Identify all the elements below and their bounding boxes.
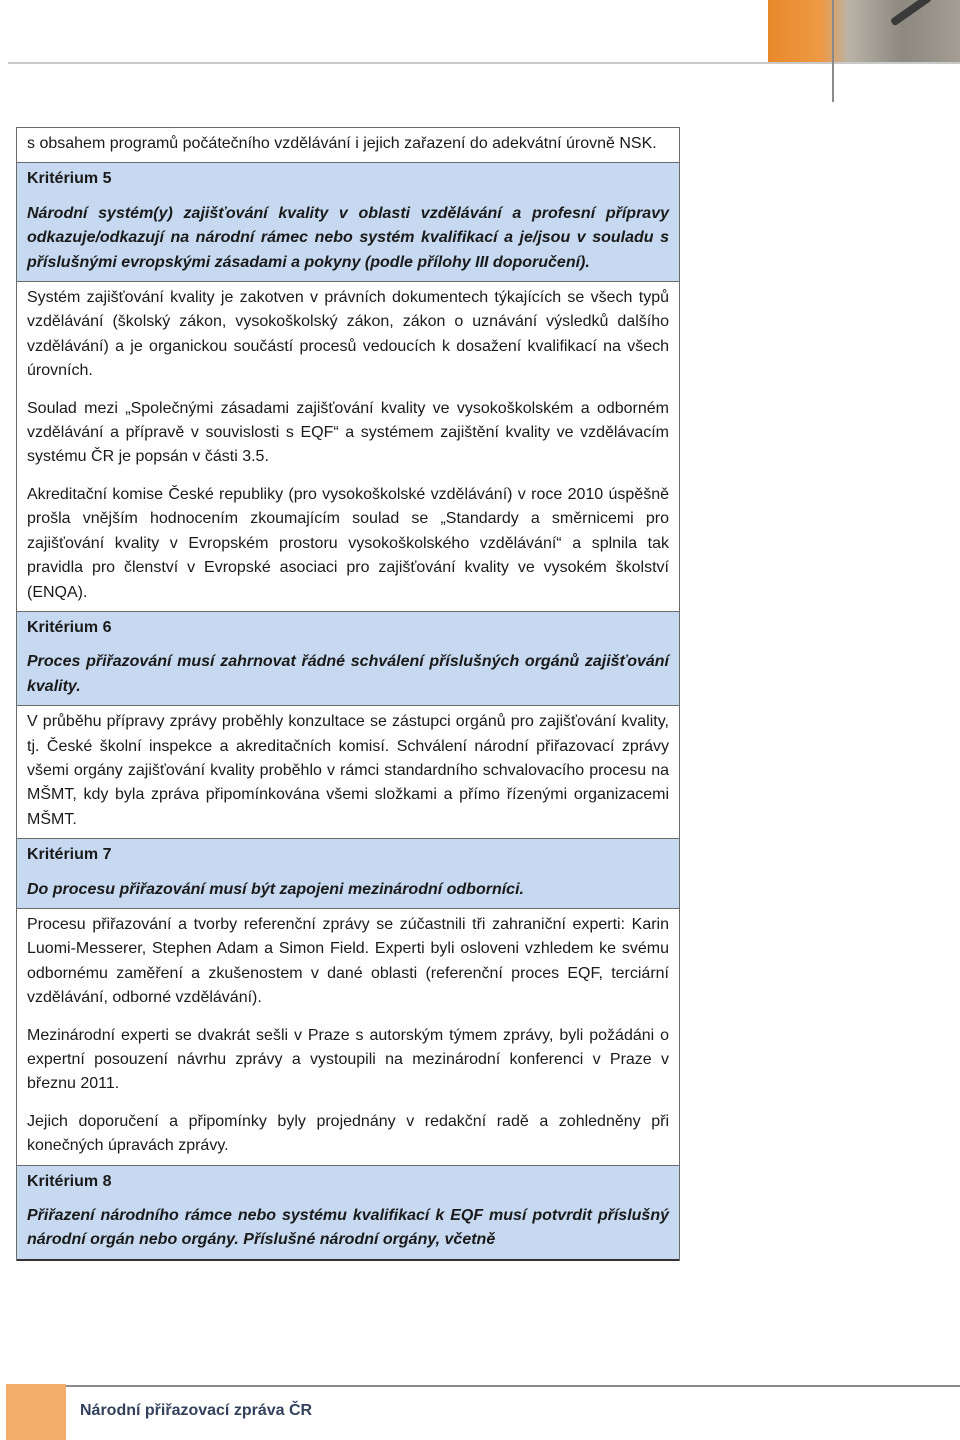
criterion-7-title: Kritérium 7 — [27, 846, 112, 864]
criterion-6-body — [17, 706, 679, 839]
criterion-5-text: Národní systém(y) zajišťování kvality v oblasti vzdělávání a profesní přípravy odkazuje/odkazují na národní rámec nebo systém kvalifikací a je/jsou v souladu s příslušnými evropskými zásadami a pokyny (podle přílohy III doporučení). — [27, 204, 669, 271]
criterion-7-body — [17, 909, 679, 1166]
header-rule — [8, 62, 960, 64]
criterion-8-header — [17, 1166, 679, 1261]
criterion-7-header — [17, 839, 679, 909]
criterion-7-paragraph-2: Mezinárodní experti se dvakrát sešli v Praze s autorským týmem zprávy, byli požádáni o expertní posouzení návrhu zprávy a vystoupili na mezinárodní konferenci v Praze v březnu 2011. — [27, 1026, 669, 1093]
footer-rule — [66, 1385, 960, 1387]
criterion-6-header — [17, 612, 679, 706]
pen-icon — [890, 0, 932, 26]
header-photo — [768, 0, 960, 64]
criteria-table — [16, 127, 680, 1261]
criterion-5-paragraph-3: Akreditační komise České republiky (pro vysokoškolské vzdělávání) v roce 2010 úspěšně prošla vnějším hodnocením zkoumajícím soulad se „Standardy a směrnicemi pro zajišťování kvality v Evropském prostoru vysokoškolského vzdělávání“ a splnila tak pravidla pro členství v Evropské asociaci pro zajišťování kvality ve vysokém školství (ENQA). — [27, 485, 669, 601]
criterion-5-title: Kritérium 5 — [27, 170, 112, 188]
criterion-6-text: Proces přiřazování musí zahrnovat řádné schválení příslušných orgánů zajišťování kvality. — [27, 653, 669, 695]
criterion-6-title: Kritérium 6 — [27, 618, 112, 636]
criterion-7-text: Do procesu přiřazování musí být zapojeni mezinárodní odborníci. — [27, 880, 524, 898]
criterion-5-header — [17, 163, 679, 282]
intro-text: s obsahem programů počátečního vzdělávání i jejich zařazení do adekvátní úrovně NSK. — [27, 135, 657, 152]
criterion-8-title: Kritérium 8 — [27, 1172, 112, 1190]
criterion-8-text: Přiřazení národního rámce nebo systému kvalifikací k EQF musí potvrdit příslušný národní orgán nebo orgány. Příslušné národní orgány, včetně — [27, 1207, 669, 1249]
criterion-7-paragraph-3: Jejich doporučení a připomínky byly projednány v redakční radě a zohledněny při konečných úpravách zprávy. — [27, 1112, 669, 1155]
criterion-5-body — [17, 282, 679, 612]
footer-logo-block — [6, 1384, 66, 1440]
intro-section — [17, 128, 679, 163]
criterion-6-paragraph-1: V průběhu přípravy zprávy proběhly konzultace se zástupci orgánů pro zajišťování kvality, tj. České školní inspekce a akreditačních komisí. Schválení národní přiřazovací zprávy všemi orgány zajišťování kvality proběhlo v rámci standardního schvalovacího procesu na MŠMT, kdy byla zpráva připomínkována všemi složkami a přímo řízenými organizacemi MŠMT. — [27, 713, 669, 828]
footer-title: Národní přiřazovací zpráva ČR — [80, 1402, 313, 1419]
criterion-7-paragraph-1: Procesu přiřazování a tvorby referenční zprávy se zúčastnili tři zahraniční experti: Karin Luomi-Messerer, Stephen Adam a Simon Field. Experti byli osloveni vzhledem ke svému odbornému zaměření a zkušenostem v dané oblasti (referenční proces EQF, terciární vzdělávání, odborné vzdělávání). — [27, 915, 669, 1007]
criterion-5-paragraph-2: Soulad mezi „Společnými zásadami zajišťování kvality ve vysokoškolském a odborném vzdělávání a přípravě v souvislosti s EQF“ a systémem zajištění kvality ve vzdělávacím systému ČR je popsán v části 3.5. — [27, 399, 669, 466]
criterion-5-paragraph-1: Systém zajišťování kvality je zakotven v právních dokumentech týkajících se všech typů vzdělávání (školský zákon, vysokoškolský zákon, zákon o uznávání výsledků dalšího vzdělávání) a je organickou součástí procesů vedoucích k dosažení kvalifikací na všech úrovních. — [27, 289, 669, 380]
header-vertical-rule — [832, 0, 834, 102]
